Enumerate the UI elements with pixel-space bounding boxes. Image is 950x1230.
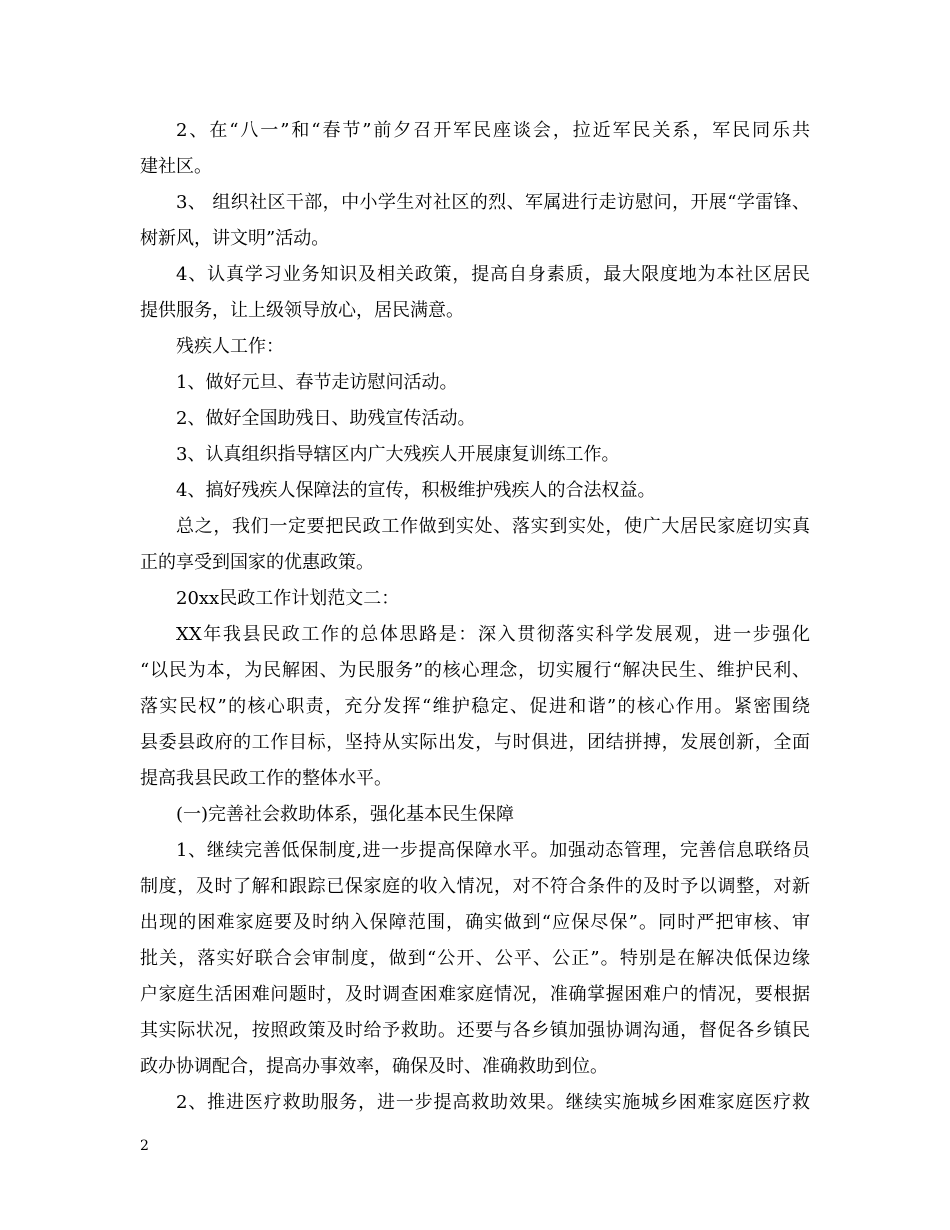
document-body bbox=[140, 113, 810, 1121]
paragraph-line: 制度，及时了解和跟踪已保家庭的收入情况，对不符合条件的及时予以调整，对新 bbox=[140, 876, 810, 897]
section-heading: 20xx民政工作计划范文二： bbox=[176, 588, 400, 609]
paragraph-line: 落实民权”的核心职责，充分发挥“维护稳定、促进和谐”的核心作用。紧密围绕 bbox=[140, 696, 810, 717]
paragraph-line: XX年我县民政工作的总体思路是：深入贯彻落实科学发展观，进一步强化 bbox=[176, 624, 810, 645]
paragraph-line: 2、在“八一”和“春节”前夕召开军民座谈会，拉近军民关系，军民同乐共 bbox=[176, 120, 810, 141]
paragraph-line: 正的享受到国家的优惠政策。 bbox=[140, 552, 374, 573]
paragraph-line: 提高我县民政工作的整体水平。 bbox=[140, 768, 392, 789]
paragraph-line: 出现的困难家庭要及时纳入保障范围，确实做到“应保尽保”。同时严把审核、审 bbox=[140, 912, 810, 933]
paragraph-line: 政办协调配合，提高办事效率，确保及时、准确救助到位。 bbox=[140, 1056, 608, 1077]
paragraph-line: 1、继续完善低保制度,进一步提高保障水平。加强动态管理，完善信息联络员 bbox=[176, 840, 810, 861]
list-item: 1、做好元旦、春节走访慰问活动。 bbox=[176, 372, 458, 393]
paragraph-line: 建社区。 bbox=[140, 156, 212, 177]
paragraph-line: 县委县政府的工作目标，坚持从实际出发，与时俱进，团结拼搏，发展创新，全面 bbox=[140, 732, 810, 753]
section-heading: 残疾人工作： bbox=[176, 336, 284, 357]
paragraph-line: 2、推进医疗救助服务，进一步提高救助效果。继续实施城乡困难家庭医疗救 bbox=[176, 1092, 810, 1113]
paragraph-line: 其实际状况，按照政策及时给予救助。还要与各乡镇加强协调沟通，督促各乡镇民 bbox=[140, 1020, 810, 1041]
paragraph-line: “以民为本，为民解困、为民服务”的核心理念，切实履行“解决民生、维护民利、 bbox=[140, 660, 810, 681]
list-item: 3、认真组织指导辖区内广大残疾人开展康复训练工作。 bbox=[176, 444, 620, 465]
paragraph-line: 户家庭生活困难问题时，及时调查困难家庭情况，准确掌握困难户的情况，要根据 bbox=[140, 984, 810, 1005]
paragraph-line: 总之，我们一定要把民政工作做到实处、落实到实处，使广大居民家庭切实真 bbox=[176, 516, 810, 537]
list-item: 4、搞好残疾人保障法的宣传，积极维护残疾人的合法权益。 bbox=[176, 480, 656, 501]
paragraph-line: 树新风，讲文明”活动。 bbox=[140, 228, 330, 249]
list-item: 2、做好全国助残日、助残宣传活动。 bbox=[176, 408, 476, 429]
paragraph-line: 4、认真学习业务知识及相关政策，提高自身素质，最大限度地为本社区居民 bbox=[176, 264, 810, 285]
section-heading: (一)完善社会救助体系，强化基本民生保障 bbox=[176, 804, 515, 825]
paragraph-line: 3、 组织社区干部，中小学生对社区的烈、军属进行走访慰问，开展“学雷锋、 bbox=[176, 192, 810, 213]
paragraph-line: 提供服务，让上级领导放心，居民满意。 bbox=[140, 300, 464, 321]
page-number: 2 bbox=[140, 1138, 149, 1154]
paragraph-line: 批关，落实好联合会审制度，做到“公开、公平、公正”。特别是在解决低保边缘 bbox=[140, 948, 810, 969]
